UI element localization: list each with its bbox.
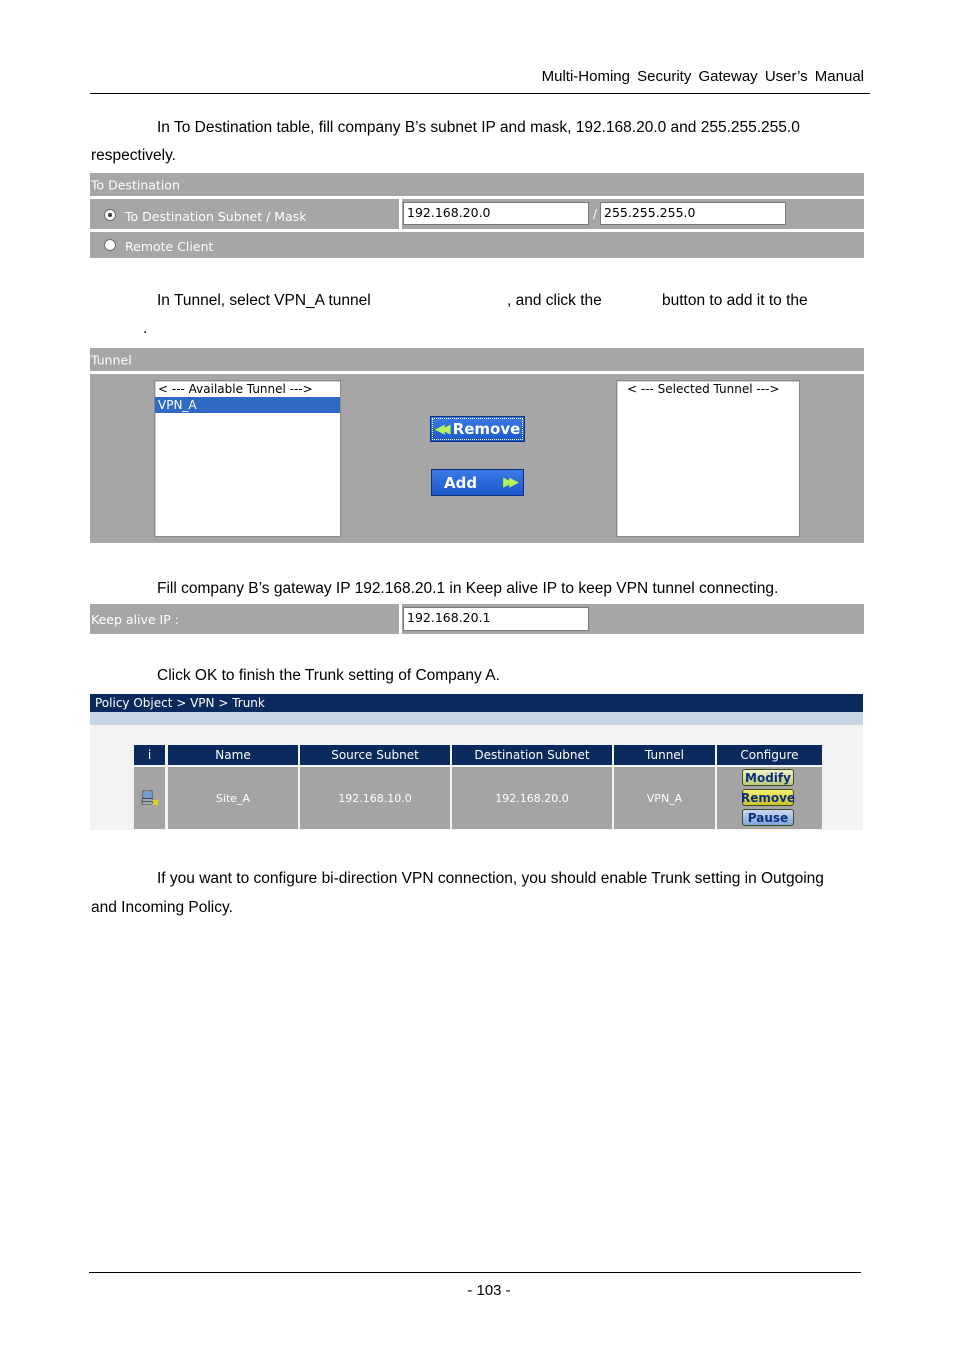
table-cell-destination: 192.168.20.0: [452, 767, 612, 829]
available-tunnel-header[interactable]: < --- Available Tunnel --->: [158, 382, 313, 396]
add-tunnel-button[interactable]: [431, 469, 524, 496]
to-destination-panel: [90, 173, 864, 258]
manual-title: Multi-Homing Security Gateway User’s Manual: [541, 68, 864, 85]
paragraph-tunnel-part1: In Tunnel, select VPN_A tunnel: [157, 292, 371, 309]
remove-button[interactable]: Remove: [740, 790, 796, 805]
remove-button-label: Remove: [452, 420, 521, 438]
table-cell-name: Site_A: [168, 767, 298, 829]
to-destination-title-bar: [90, 173, 864, 196]
remote-client-label: Remote Client: [125, 239, 214, 254]
subnet-input-cell: [402, 199, 864, 229]
tunnel-panel: [90, 348, 864, 543]
table-row-icon-cell: [134, 767, 165, 829]
tunnel-body: [90, 374, 864, 543]
column-header-tunnel: Tunnel: [614, 745, 715, 765]
table-cell-tunnel: VPN_A: [614, 767, 715, 829]
breadcrumb-bar: [90, 694, 863, 712]
subnet-mask-slash: /: [593, 207, 598, 221]
available-tunnel-list[interactable]: [154, 380, 341, 537]
paragraph-destination-line2: respectively.: [91, 147, 176, 164]
paragraph-keepalive: Fill company B’s gateway IP 192.168.20.1 in Keep alive IP to keep VPN tunnel connecting.: [157, 580, 779, 597]
page-number: - 103 -: [467, 1282, 511, 1299]
subnet-radio[interactable]: [104, 209, 116, 221]
paragraph-tunnel-line2: .: [143, 320, 148, 337]
keepalive-panel: [90, 604, 864, 634]
footer-divider: [89, 1272, 861, 1273]
list-item-vpn-a[interactable]: VPN_A: [155, 397, 340, 413]
destination-mask-input[interactable]: 255.255.255.0: [600, 202, 786, 225]
remove-tunnel-button[interactable]: [430, 416, 525, 442]
paragraph-bidirection-line1: If you want to configure bi-direction VPN connection, you should enable Trunk setting in Outgoing: [157, 870, 824, 887]
modify-button[interactable]: Modify: [742, 769, 794, 786]
trunk-table-area: [90, 725, 863, 830]
keepalive-label-cell: [90, 604, 399, 634]
keepalive-ip-input[interactable]: 192.168.20.1: [403, 607, 589, 631]
column-header-source: Source Subnet: [300, 745, 450, 765]
remote-client-radio[interactable]: [104, 239, 116, 251]
double-right-arrow-icon: ▶▶: [503, 475, 516, 490]
keepalive-input-cell: [402, 604, 864, 634]
paragraph-tunnel-part2: , and click the: [507, 292, 602, 309]
destination-subnet-input[interactable]: 192.168.20.0: [403, 202, 589, 225]
selected-tunnel-header[interactable]: < --- Selected Tunnel --->: [627, 382, 780, 396]
column-header-index: i: [134, 745, 165, 765]
paragraph-destination-line1: In To Destination table, fill company B’s subnet IP and mask, 192.168.20.0 and 255.255.255.0: [157, 119, 800, 136]
double-left-arrow-icon: ◀◀: [434, 421, 447, 437]
table-cell-configure: [717, 767, 822, 829]
toolbar-strip: [90, 712, 863, 725]
column-header-destination: Destination Subnet: [452, 745, 612, 765]
column-header-name: Name: [168, 745, 298, 765]
paragraph-ok: Click OK to finish the Trunk setting of Company A.: [157, 667, 500, 684]
vpn-computer-icon: [141, 789, 159, 807]
tunnel-title-bar: [90, 348, 864, 371]
pause-button[interactable]: Pause: [742, 809, 794, 826]
subnet-option-cell: [90, 199, 399, 229]
column-header-configure: Configure: [717, 745, 822, 765]
remote-client-option-cell: [90, 232, 864, 258]
selected-tunnel-list[interactable]: [616, 380, 800, 537]
to-destination-title: To Destination: [91, 177, 180, 192]
keepalive-label: Keep alive IP :: [91, 612, 179, 627]
add-button-label: Add: [444, 473, 478, 492]
breadcrumb: Policy Object > VPN > Trunk: [95, 696, 265, 710]
tunnel-title: Tunnel: [91, 352, 132, 367]
table-cell-source: 192.168.10.0: [300, 767, 450, 829]
header-divider: [90, 93, 870, 94]
subnet-radio-label: To Destination Subnet / Mask: [125, 209, 307, 224]
paragraph-bidirection-line2: and Incoming Policy.: [91, 899, 233, 916]
paragraph-tunnel-part3: button to add it to the: [662, 292, 808, 309]
